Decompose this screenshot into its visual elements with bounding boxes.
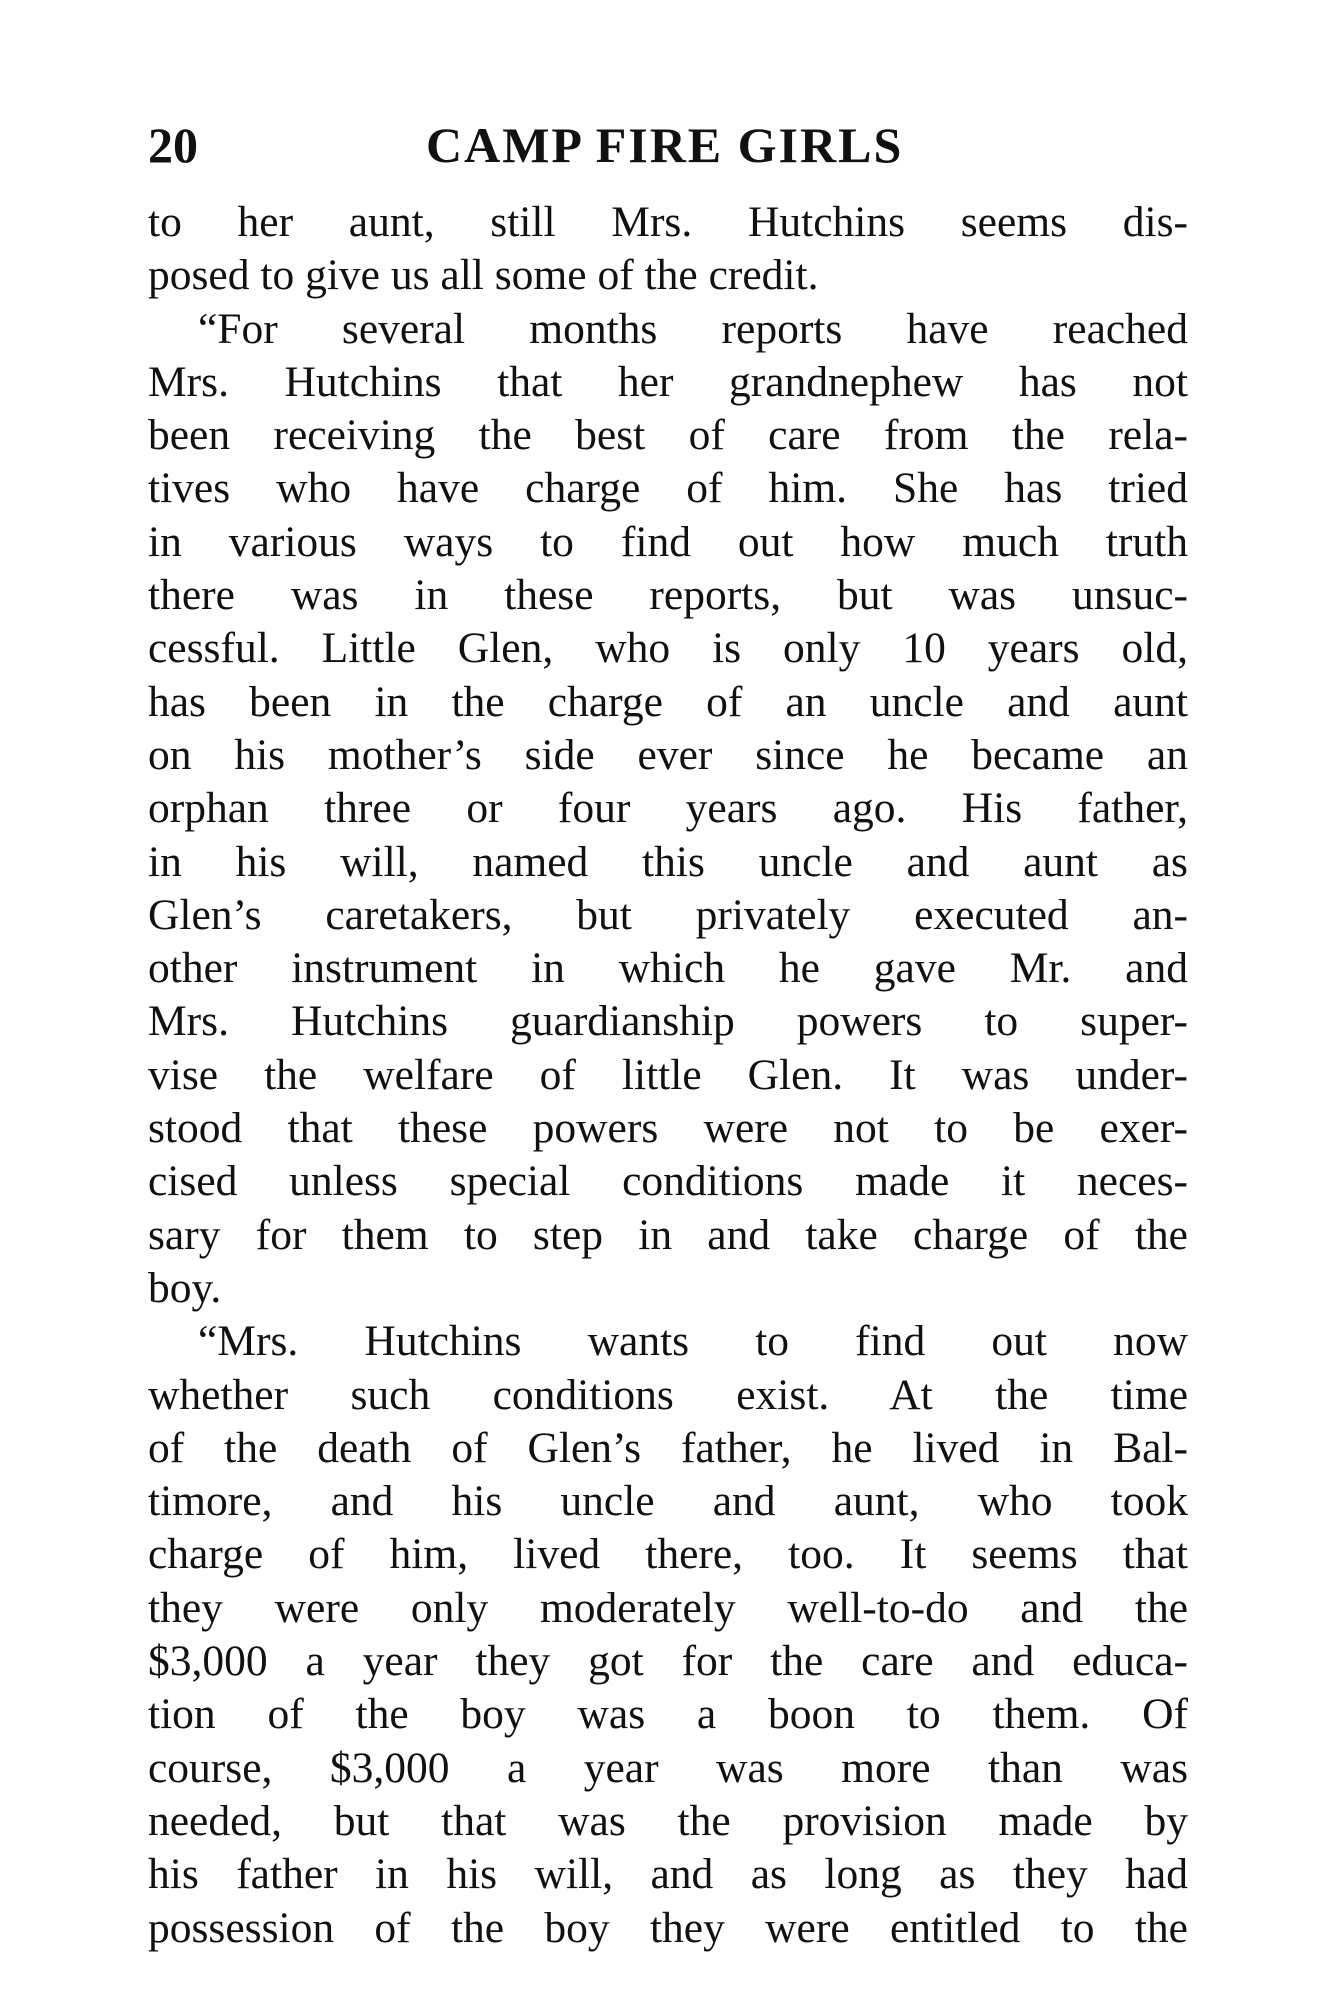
text-line: has been in the charge of an uncle and aunt <box>148 677 1188 726</box>
text-line: to her aunt, still Mrs. Hutchins seems dis- <box>148 198 1188 246</box>
text-line: course, $3,000 a year was more than was <box>148 1743 1188 1792</box>
text-line: they were only moderately well-to-do and the <box>148 1583 1188 1632</box>
text-line: needed, but that was the provision made by <box>148 1796 1188 1845</box>
text-line: orphan three or four years ago. His father, <box>148 784 1188 833</box>
text-line: charge of him, lived there, too. It seems that <box>148 1530 1188 1579</box>
text-line: tives who have charge of him. She has tried <box>148 464 1188 513</box>
text-line: in his will, named this uncle and aunt as <box>148 837 1188 886</box>
body-text <box>148 196 1188 1955</box>
text-line: other instrument in which he gave Mr. and <box>148 944 1188 993</box>
running-title: CAMP FIRE GIRLS <box>426 117 904 173</box>
text-line: of the death of Glen’s father, he lived in Bal- <box>148 1423 1188 1472</box>
running-head <box>148 110 1188 180</box>
text-line: “For several months reports have reached <box>198 304 1188 353</box>
text-line: stood that these powers were not to be exer- <box>148 1104 1188 1153</box>
text-line: there was in these reports, but was unsuc- <box>148 571 1188 620</box>
text-line: possession of the boy they were entitled to the <box>148 1903 1188 1952</box>
text-line: “Mrs. Hutchins wants to find out now <box>198 1317 1188 1366</box>
text-line: been receiving the best of care from the rela- <box>148 411 1188 460</box>
text-line: his father in his will, and as long as they had <box>148 1850 1188 1899</box>
text-line: vise the welfare of little Glen. It was under- <box>148 1050 1188 1099</box>
text-line: posed to give us all some of the credit. <box>148 251 819 300</box>
text-line: Mrs. Hutchins that her grandnephew has not <box>148 357 1188 406</box>
text-line: tion of the boy was a boon to them. Of <box>148 1690 1188 1739</box>
text-line: in various ways to find out how much truth <box>148 517 1188 566</box>
text-line: Glen’s caretakers, but privately executed an- <box>148 890 1188 939</box>
text-line: timore, and his uncle and aunt, who took <box>148 1477 1188 1526</box>
page-number: 20 <box>148 117 198 173</box>
text-line: on his mother’s side ever since he became an <box>148 730 1188 779</box>
text-line: $3,000 a year they got for the care and educa- <box>148 1637 1188 1686</box>
text-line: whether such conditions exist. At the time <box>148 1370 1188 1419</box>
text-line: Mrs. Hutchins guardianship powers to super- <box>148 997 1188 1046</box>
text-line: cised unless special conditions made it neces- <box>148 1157 1188 1206</box>
text-line: cessful. Little Glen, who is only 10 years old, <box>148 624 1188 673</box>
text-line: boy. <box>148 1263 222 1312</box>
text-line: sary for them to step in and take charge of the <box>148 1210 1188 1259</box>
